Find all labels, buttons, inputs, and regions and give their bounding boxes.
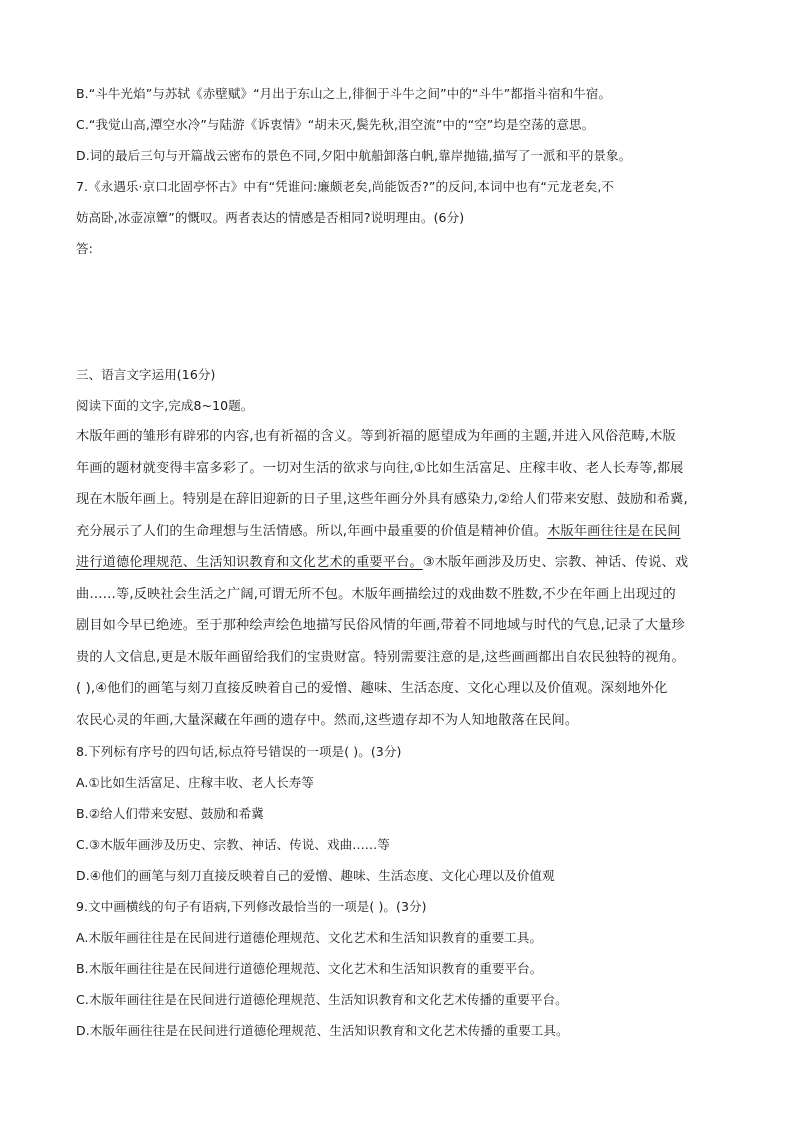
section-instruction: 阅读下面的文字,完成8~10题。 — [76, 398, 254, 413]
option-b-q9: B.木版年画往往是在民间进行道德伦理规范、文化艺术和生活知识教育的重要平台。 — [76, 961, 543, 976]
option-d-q8: D.④他们的画笔与刻刀直接反映着自己的爱憎、趣味、生活态度、文化心理以及价值观 — [76, 868, 555, 883]
option-d-q6: D.词的最后三句与开篇战云密布的景色不同,夕阳中航船卸落白帆,靠岸抛锚,描写了一派和平的景象。 — [76, 148, 632, 163]
passage-line: 曲……等,反映社会生活之广阔,可谓无所不包。木版年画描绘过的戏曲数不胜数,不少在年画上出现过的 — [76, 586, 676, 602]
passage-line: 现在木版年画上。特别是在辞旧迎新的日子里,这些年画分外具有感染力,②给人们带来安慰、鼓励和希冀, — [76, 492, 688, 507]
passage-line: 年画的题材就变得丰富多彩了。一切对生活的欲求与向往,①比如生活富足、庄稼丰收、老人长寿等,都展 — [76, 460, 684, 476]
passage-line — [76, 516, 726, 548]
passage-line — [76, 547, 726, 579]
question-9-stem: 9.文中画横线的句子有语病,下列修改最恰当的一项是( )。(3分) — [76, 899, 427, 914]
option-a-q9: A.木版年画往往是在民间进行道德伦理规范、文化艺术和生活知识教育的重要工具。 — [76, 930, 543, 945]
passage-line: 贵的人文信息,更是木版年画留给我们的宝贵财富。特别需要注意的是,这些画画都出自农民独特的视角。 — [76, 649, 685, 665]
reading-passage — [76, 421, 726, 736]
passage-line: 农民心灵的年画,大量深藏在年画的遗存中。然而,这些遗存却不为人知地散落在民间。 — [76, 712, 579, 728]
option-b-q8: B.②给人们带来安慰、鼓励和希冀 — [76, 806, 264, 821]
option-b-q6: B.“斗牛光焰”与苏轼《赤壁赋》“月出于东山之上,徘徊于斗牛之间”中的“斗牛”都指斗宿和牛宿。 — [76, 86, 612, 101]
passage-text: 充分展示了人们的生命理想与生活情感。所以,年画中最重要的价值是精神价值。 — [76, 523, 548, 539]
option-d-q9: D.木版年画往往是在民间进行道德伦理规范、生活知识教育和文化艺术传播的重要工具。 — [76, 1023, 569, 1038]
question-7-line-1: 7.《永遇乐·京口北固亭怀古》中有“凭谁问:廉颇老矣,尚能饭否?”的反问,本词中也有“元龙老矣,不 — [76, 179, 614, 194]
question-7-line-2: 妨高卧,冰壶凉簟”的慨叹。两者表达的情感是否相同?说明理由。(6分) — [76, 210, 465, 225]
passage-line: 剧目如今早已绝迹。至于那种绘声绘色地描写民俗风情的年画,带着不同地域与时代的气息,记录了大量珍 — [76, 618, 685, 633]
document-page — [76, 78, 726, 1046]
option-c-q9: C.木版年画往往是在民间进行道德伦理规范、生活知识教育和文化艺术传播的重要平台。 — [76, 992, 568, 1007]
answer-space — [76, 264, 726, 359]
underlined-sentence: 木版年画往往是在民间 — [547, 523, 681, 539]
option-a-q8: A.①比如生活富足、庄稼丰收、老人长寿等 — [76, 775, 315, 790]
underlined-sentence: 进行道德伦理规范、生活知识教育和文化艺术的重要平台。 — [76, 555, 423, 570]
option-c-q8: C.③木版年画涉及历史、宗教、神话、传说、戏曲……等 — [76, 837, 391, 852]
option-c-q6: C.“我觉山高,潭空水冷”与陆游《诉衷情》“胡未灭,鬓先秋,泪空流”中的“空”均是空荡的意思。 — [76, 117, 595, 132]
question-8-stem: 8.下列标有序号的四句话,标点符号错误的一项是( )。(3分) — [76, 744, 402, 759]
passage-line: 木版年画的雏形有辟邪的内容,也有祈福的含义。等到祈福的愿望成为年画的主题,并进入风俗范畴,木版 — [76, 429, 676, 444]
section-heading: 三、语言文字运用(16分) — [76, 367, 216, 382]
answer-label: 答: — [76, 241, 93, 256]
passage-text: ③木版年画涉及历史、宗教、神话、传说、戏 — [422, 555, 689, 570]
passage-line: ( ),④他们的画笔与刻刀直接反映着自己的爱憎、趣味、生活态度、文化心理以及价值观。深刻地外化 — [76, 681, 668, 696]
